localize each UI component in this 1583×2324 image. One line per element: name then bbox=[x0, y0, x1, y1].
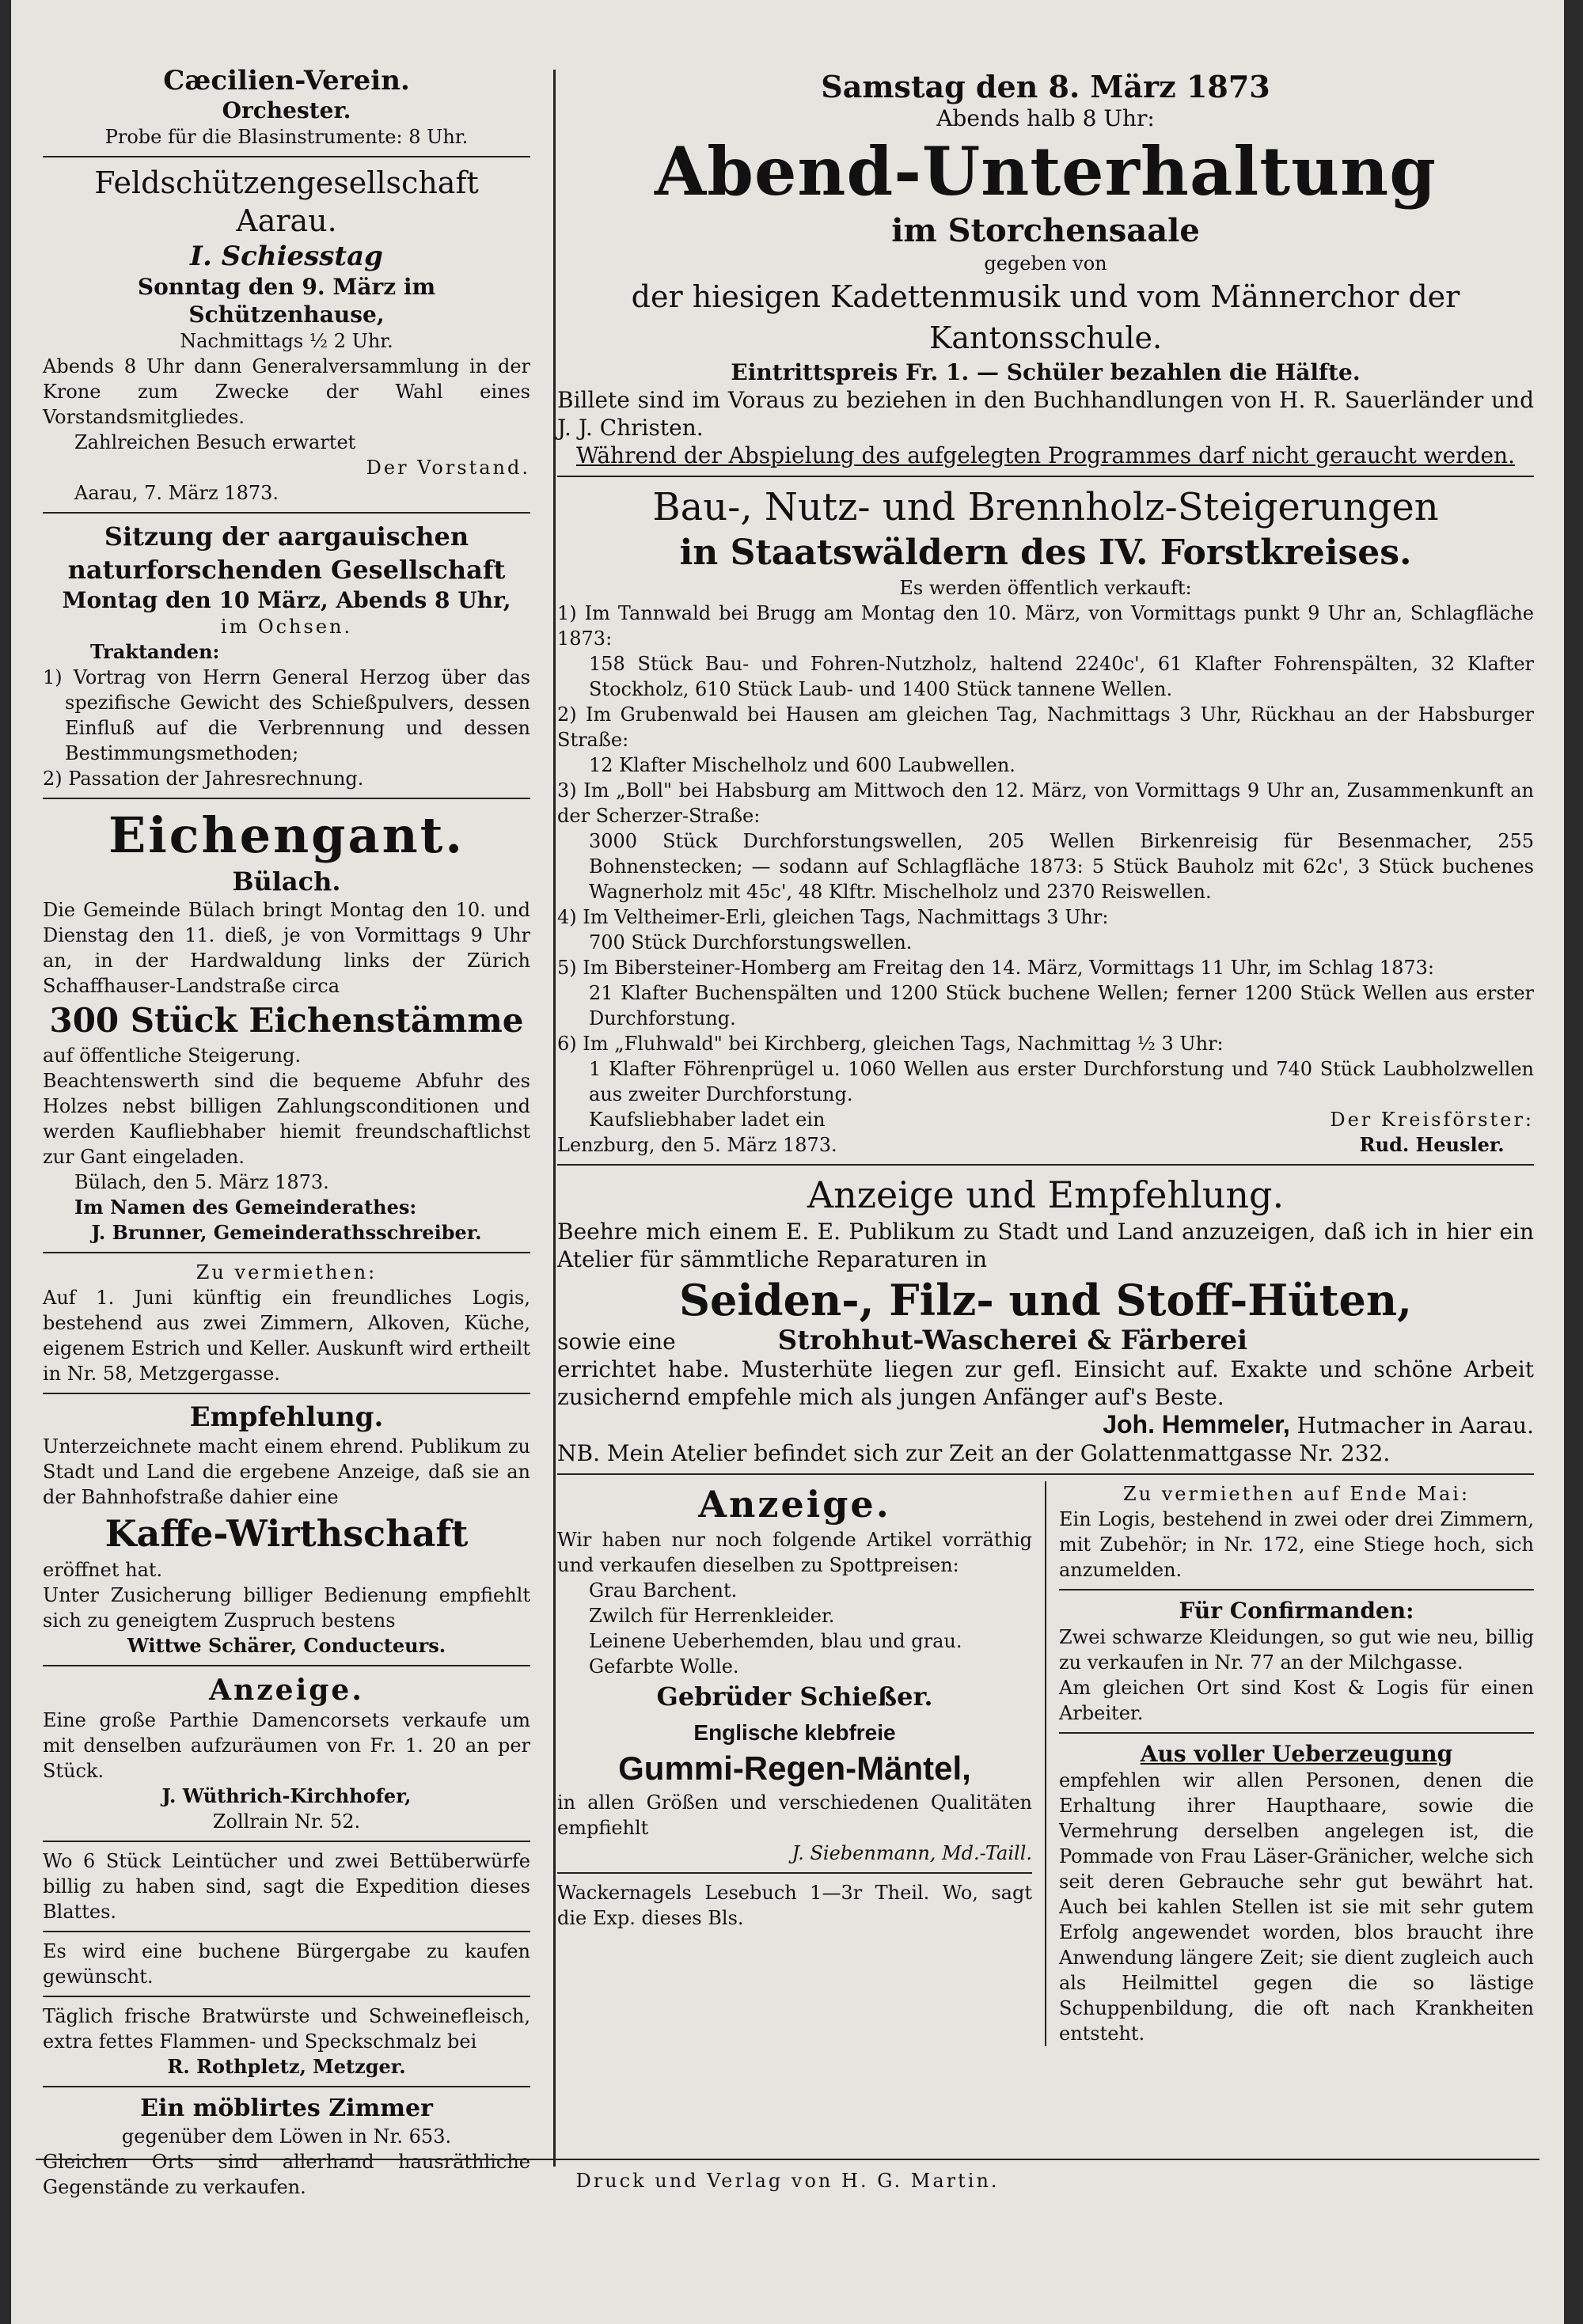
ad-caecilien bbox=[43, 65, 530, 150]
empf2-text2b: Strohhut-Wascherei & Färberei bbox=[777, 1325, 1247, 1356]
eichen-title: Eichengant. bbox=[108, 806, 465, 864]
newspaper-page bbox=[11, 0, 1564, 2324]
gummi-t1: Englische klebfreie bbox=[693, 1720, 896, 1745]
ad-anzeige-artikel bbox=[557, 1481, 1032, 1714]
abend-date: Samstag den 8. März 1873 bbox=[821, 69, 1270, 104]
empf2-signrole: Hutmacher in Aarau. bbox=[1296, 1412, 1534, 1439]
abend-place: im Storchensaale bbox=[891, 212, 1200, 249]
zimmer-text2: Gleichen Orts sind allerhand hausräthliche Gegenstände zu verkaufen. bbox=[43, 2151, 530, 2198]
anz2-title: Anzeige. bbox=[698, 1483, 891, 1526]
lower-right-split bbox=[557, 1481, 1534, 2046]
ad-ueberzeugung bbox=[1059, 1740, 1534, 2046]
feld-title: Feldschützengesellschaft Aarau. bbox=[94, 165, 479, 238]
holz-item-head: 4) Im Veltheimer-Erli, gleichen Tags, Nachmittags 3 Uhr: bbox=[557, 906, 1109, 928]
logis-title: Zu vermiethen auf Ende Mai: bbox=[1122, 1483, 1471, 1505]
abend-by: der hiesigen Kadettenmusik und vom Männerchor der Kantonsschule. bbox=[631, 279, 1460, 355]
anz2-item: Grau Barchent. bbox=[589, 1579, 738, 1602]
footer-imprint: Druck und Verlag von H. G. Martin. bbox=[575, 2170, 1000, 2192]
holz-item bbox=[557, 904, 1534, 955]
ueberz-text: empfehlen wir allen Personen, denen die Erhaltung ihrer Haupthaare, sowie die Vermehrung derselben angelegen ist, die Pommade von Frau Läser-Gränicher, welche sich seit deren Gebrauche sehr gut bewährt hat. Auch bei kahlen Stellen ist sie mit sehr gutem Erfolg angewendet worden, blos braucht ihre Anwendung längere Zeit; sie dient zugleich auch als Heilmittel gegen die so lästige Schuppenbildung, die oft nach Krankheiten entsteht. bbox=[1059, 1769, 1534, 2045]
ad-empfehlung bbox=[43, 1401, 530, 1659]
anz2-sign: Gebrüder Schießer. bbox=[656, 1681, 933, 1712]
confirm-text: Zwei schwarze Kleidungen, so gut wie neu, billig zu verkaufen in Nr. 77 an der Milchgasse. bbox=[1059, 1626, 1534, 1674]
holz-item bbox=[557, 601, 1534, 702]
holz-item bbox=[557, 702, 1534, 778]
empf2-mid: Seiden-, Filz- und Stoff-Hüten, bbox=[679, 1275, 1412, 1325]
sitzung-item2: 2) Passation der Jahresrechnung. bbox=[43, 768, 364, 790]
eichen-sign: J. Brunner, Gemeinderathsschreiber. bbox=[91, 1221, 482, 1244]
sitzung-date: Montag den 10 März, Abends 8 Uhr, bbox=[62, 587, 511, 613]
wo-text: Wo 6 Stück Leintücher und zwei Bettüberwürfe billig zu haben sind, sagt die Expedition dieses Blattes. bbox=[43, 1850, 530, 1923]
abend-billete: Billete sind im Voraus zu beziehen in den Buchhandlungen von H. R. Sauerländer und J. J. Christen. bbox=[557, 387, 1534, 441]
ad-hutmacher bbox=[557, 1172, 1534, 1467]
empf-sign: Wittwe Schärer, Conducteurs. bbox=[127, 1634, 446, 1657]
ad-leintuecher bbox=[43, 1848, 530, 1924]
empf-title: Empfehlung. bbox=[189, 1401, 384, 1433]
abend-title: Abend-Unterhaltung bbox=[655, 132, 1437, 210]
holz-item-head: 2) Im Grubenwald bei Hausen am gleichen Tag, Nachmittags 3 Uhr, Rückhau an der Habsburger Straße: bbox=[557, 703, 1534, 751]
ad-lesebuch bbox=[557, 1880, 1032, 1931]
ad-anzeige-corsets bbox=[43, 1673, 530, 1834]
caecilien-line: Probe für die Blasinstrumente: 8 Uhr. bbox=[104, 126, 469, 148]
holz-item-body: 158 Stück Bau- und Fohren-Nutzholz, haltend 2240c', 61 Klafter Fohrenspälten, 32 Klafter Stockholz, 610 Stück Laub- und 1400 Stück tannene Wellen. bbox=[589, 653, 1534, 700]
empf2-title: Anzeige und Empfehlung. bbox=[807, 1173, 1285, 1216]
ad-eichengant bbox=[43, 806, 530, 1245]
feld-text: Abends 8 Uhr dann Generalversammlung in der Krone zum Zwecke der Wahl eines Vorstandsmitgliedes. bbox=[43, 355, 530, 428]
holz-signature bbox=[557, 1107, 1534, 1158]
holz-date: Lenzburg, den 5. März 1873. bbox=[557, 1134, 837, 1156]
anz-text: Eine große Parthie Damencorsets verkaufe um mit denselben aufzuräumen von Fr. 1. 20 an per Stück. bbox=[43, 1709, 530, 1782]
empf-text2: eröffnet hat. bbox=[43, 1559, 163, 1581]
feld-date: Sonntag den 9. März im Schützenhause, bbox=[137, 274, 436, 328]
eichen-namen: Im Namen des Gemeinderathes: bbox=[74, 1196, 417, 1219]
anz-addr: Zollrain Nr. 52. bbox=[212, 1810, 361, 1833]
eichen-text2: auf öffentliche Steigerung. bbox=[43, 1044, 302, 1067]
abend-time: Abends halb 8 Uhr: bbox=[936, 105, 1155, 131]
anz-sign: J. Wüthrich-Kirchhofer, bbox=[161, 1784, 412, 1807]
caecilien-title: Cæcilien-Verein. bbox=[163, 65, 410, 97]
eichen-text1: Die Gemeinde Bülach bringt Montag den 10. und Dienstag den 11. dieß, je von Vormittags 9 Uhr an, in der Hardwaldung links der Zürich Schaffhauser-Landstraße circa bbox=[43, 899, 530, 997]
footer bbox=[11, 2159, 1564, 2193]
feld-sub: I. Schiesstag bbox=[190, 241, 383, 272]
holz-item-body: 12 Klafter Mischelholz und 600 Laubwellen. bbox=[589, 754, 1015, 776]
empf-mid: Kaffe-Wirthschaft bbox=[104, 1512, 469, 1555]
ueberz-title: Aus voller Ueberzeugung bbox=[1140, 1741, 1453, 1767]
feld-sign: Der Vorstand. bbox=[366, 457, 530, 479]
empf-text1: Unterzeichnete macht einem ehrend. Publikum zu Stadt und Land die ergebene Anzeige, daß sie an der Bahnhofstraße dahier eine bbox=[43, 1435, 530, 1508]
abend-price: Eintrittspreis Fr. 1. — Schüler bezahlen die Hälfte. bbox=[731, 359, 1361, 385]
empf2-nb: NB. Mein Atelier befindet sich zur Zeit an der Golattenmattgasse Nr. 232. bbox=[557, 1440, 1391, 1466]
confirm-text2: Am gleichen Ort sind Kost & Logis für einen Arbeiter. bbox=[1059, 1677, 1534, 1724]
feld-place: Aarau, 7. März 1873. bbox=[74, 482, 279, 504]
left-column bbox=[43, 65, 530, 2200]
lower-right-b bbox=[1046, 1481, 1534, 2046]
sitzung-trakt: Traktanden: bbox=[90, 640, 220, 663]
abend-given: gegeben von bbox=[984, 252, 1107, 275]
vermieth-title: Zu vermiethen: bbox=[196, 1261, 378, 1283]
ad-buergergabe bbox=[43, 1939, 530, 1989]
holz-sign: Rud. Heusler. bbox=[1359, 1133, 1505, 1156]
sitzung-item1: 1) Vortrag von Herrn General Herzog über das spezifische Gewicht des Schießpulvers, dessen Einfluß auf die Verbrennung und dessen Bestimmungsmethoden; bbox=[43, 666, 530, 764]
holz-item-head: 1) Im Tannwald bei Brugg am Montag den 10. März, von Vormittags punkt 9 Uhr an, Schlagfläche 1873: bbox=[557, 602, 1534, 650]
zimmer-text1: gegenüber dem Löwen in Nr. 653. bbox=[121, 2125, 452, 2148]
holz-title2: in Staatswäldern des IV. Forstkreises. bbox=[679, 533, 1412, 573]
empf2-text3: errichtet habe. Musterhüte liegen zur gefl. Einsicht auf. Exakte und schöne Arbeit zusichernd empfehle mich als jungen Anfänger auf's Beste. bbox=[557, 1356, 1534, 1410]
holz-item bbox=[557, 1031, 1534, 1107]
ad-abendunterhaltung bbox=[557, 70, 1534, 469]
anz2-item: Leinene Ueberhemden, blau und grau. bbox=[589, 1630, 962, 1652]
holz-item bbox=[557, 778, 1534, 904]
holz-item bbox=[557, 955, 1534, 1031]
holz-role: Der Kreisförster: bbox=[1330, 1109, 1534, 1131]
eichen-mid: 300 Stück Eichenstämme bbox=[49, 1001, 524, 1040]
abend-rauch: Während der Abspielung des aufgelegten Programmes darf nicht geraucht werden. bbox=[576, 442, 1515, 468]
logis-text: Ein Logis, bestehend in zwei oder drei Zimmern, mit Zubehör; in Nr. 172, eine Stiege hoch, sich anzumelden. bbox=[1059, 1508, 1534, 1581]
ad-gummi bbox=[557, 1719, 1032, 1866]
ad-confirmanden bbox=[1059, 1597, 1534, 1726]
holz-item-body: 1 Klafter Föhrenprügel u. 1060 Wellen aus erster Durchforstung und 740 Stück Laubholzwellen aus zweiter Durchforstung. bbox=[589, 1058, 1534, 1105]
ad-sitzung bbox=[43, 520, 530, 791]
anz2-item: Gefarbte Wolle. bbox=[589, 1655, 739, 1678]
holz-intro: Es werden öffentlich verkauft: bbox=[899, 577, 1192, 599]
feld-time: Nachmittags ½ 2 Uhr. bbox=[180, 330, 393, 352]
column-divider bbox=[553, 70, 556, 2167]
lesebuch-text: Wackernagels Lesebuch 1—3r Theil. Wo, sagt die Exp. dieses Bls. bbox=[557, 1882, 1032, 1929]
holz-title1: Bau-, Nutz- und Brennholz-Steigerungen bbox=[652, 485, 1439, 529]
ad-bratwuerste bbox=[43, 2004, 530, 2079]
holz-item-body: 700 Stück Durchforstungswellen. bbox=[589, 931, 913, 953]
zimmer-title: Ein möblirtes Zimmer bbox=[140, 2095, 433, 2122]
feld-call: Zahlreichen Besuch erwartet bbox=[74, 431, 356, 453]
confirm-title: Für Confirmanden: bbox=[1179, 1598, 1414, 1624]
eichen-text3: Beachtenswerth sind die bequeme Abfuhr des Holzes nebst billigen Zahlungsconditionen und werden Kaufliebhaber hiemit freundschaftlichst zur Gant eingeladen. bbox=[43, 1070, 530, 1168]
eichen-place: Bülach. bbox=[232, 866, 341, 897]
anz2-text: Wir haben nur noch folgende Artikel vorräthig und verkaufen dieselben zu Spottpreisen: bbox=[557, 1529, 1032, 1576]
empf2-text2a: sowie eine bbox=[557, 1329, 676, 1355]
gummi-text: in allen Größen und verschiedenen Qualitäten empfiehlt bbox=[557, 1791, 1032, 1839]
anz-title: Anzeige. bbox=[209, 1674, 364, 1707]
eichen-date: Bülach, den 5. März 1873. bbox=[74, 1171, 329, 1193]
holz-item-head: 6) Im „Fluhwald" bei Kirchberg, gleichen Tags, Nachmittag ½ 3 Uhr: bbox=[557, 1033, 1224, 1055]
ad-logis bbox=[1059, 1481, 1534, 1583]
right-column bbox=[557, 70, 1534, 2046]
holz-items bbox=[557, 601, 1534, 1107]
holz-item-body: 3000 Stück Durchforstungswellen, 205 Wellen Birkenreisig für Besenmacher, 255 Bohnenstecken; — sodann auf Schlagfläche 1873: 5 Stück Bauholz mit 62c', 3 Stück buchenes Wagnerholz mit 45c', 48 Klftr. Mischelholz und 2370 Reiswellen. bbox=[589, 830, 1534, 903]
brat-sign: R. Rothpletz, Metzger. bbox=[167, 2055, 406, 2078]
vermieth-text: Auf 1. Juni künftig ein freundliches Logis, bestehend aus zwei Zimmern, Alkoven, Küche, eigenem Estrich und Keller. Auskunft wird ertheilt in Nr. 58, Metzgergasse. bbox=[43, 1287, 530, 1385]
empf2-sign: Joh. Hemmeler, bbox=[1103, 1410, 1290, 1439]
buergergabe-text: Es wird eine buchene Bürgergabe zu kaufen gewünscht. bbox=[43, 1940, 530, 1988]
sitzung-place: im Ochsen. bbox=[220, 616, 353, 638]
ad-feldschuetzen bbox=[43, 164, 530, 506]
holz-item-body: 21 Klafter Buchenspälten und 1200 Stück buchene Wellen; ferner 1200 Stück Wellen aus erster Durchforstung. bbox=[589, 982, 1534, 1029]
gummi-t2: Gummi-Regen-Mäntel, bbox=[618, 1750, 971, 1787]
holz-item-head: 3) Im „Boll" bei Habsburg am Mittwoch den 12. März, von Vormittags 9 Uhr an, Zusammenkunft an der Scherzer-Straße: bbox=[557, 779, 1534, 827]
ad-vermiethen bbox=[43, 1260, 530, 1386]
caecilien-sub: Orchester. bbox=[222, 97, 351, 123]
empf-text3: Unter Zusicherung billiger Bedienung empfiehlt sich zu geneigtem Zuspruch bestens bbox=[43, 1584, 530, 1632]
gummi-sign: J. Siebenmann, Md.-Taill. bbox=[792, 1842, 1032, 1864]
holz-item-head: 5) Im Bibersteiner-Homberg am Freitag den 14. März, Vormittags 11 Uhr, im Schlag 1873: bbox=[557, 957, 1434, 979]
anz2-item: Zwilch für Herrenkleider. bbox=[589, 1605, 835, 1627]
brat-text: Täglich frische Bratwürste und Schweinefleisch, extra fettes Flammen- und Speckschmalz bei bbox=[43, 2005, 530, 2053]
sitzung-title: Sitzung der aargauischen naturforschenden Gesellschaft bbox=[67, 521, 506, 585]
ad-holzsteigerungen bbox=[557, 483, 1534, 1158]
empf2-text1: Beehre mich einem E. E. Publikum zu Stadt und Land anzuzeigen, daß ich in hier ein Atelier für sämmtliche Reparaturen in bbox=[557, 1219, 1534, 1272]
lower-right-a bbox=[557, 1481, 1046, 2046]
holz-invite: Kaufsliebhaber ladet ein bbox=[589, 1109, 826, 1131]
